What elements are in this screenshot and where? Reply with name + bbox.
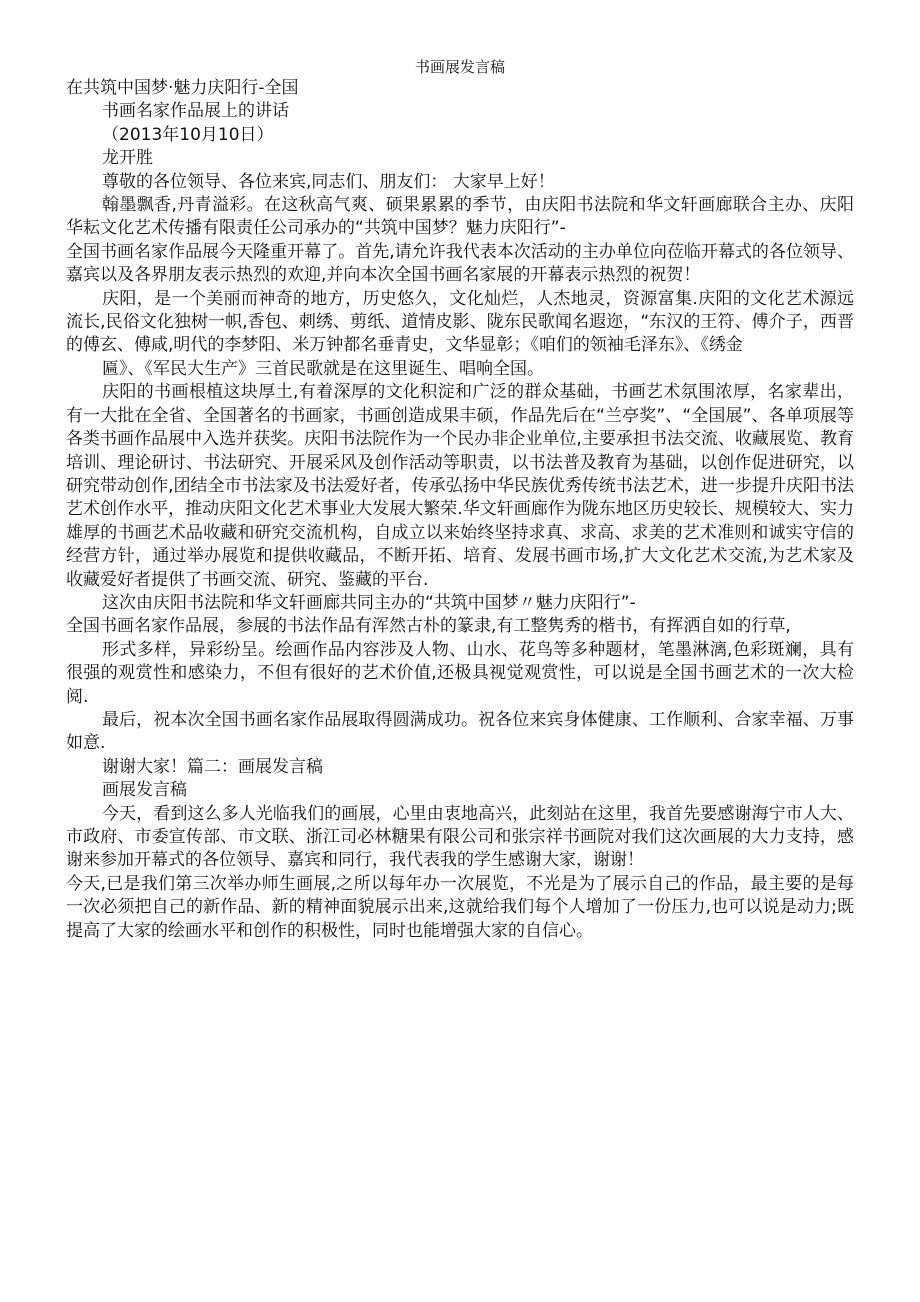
paragraph: 全国书画名家作品展今天隆重开幕了。首先,请允许我代表本次活动的主办单位向莅临开幕式的各位领导、嘉宾以及各界朋友表示热烈的欢迎,并向本次全国书画名家展的开幕表示热烈的祝贺！ — [66, 241, 854, 286]
paragraph: 形式多样，异彩纷呈。绘画作品内容涉及人物、山水、花鸟等多种题材，笔墨淋漓,色彩斑斓，具有很强的观赏性和感染力，不但有很好的艺术价值,还极具视觉观赏性，可以说是全国书画艺术的一次大检阅. — [66, 639, 854, 707]
paragraph: 尊敬的各位领导、各位来宾,同志们、朋友们： 大家早上好！ — [102, 171, 555, 192]
document-body — [66, 77, 854, 943]
paragraph: 谢谢大家！篇二：画展发言稿 — [102, 756, 323, 777]
paragraph: 全国书画名家作品展，参展的书法作品有浑然古朴的篆隶,有工整隽秀的楷书，有挥洒自如的行草, — [66, 616, 791, 637]
paragraph: 今天，看到这么多人光临我们的画展，心里由衷地高兴，此刻站在这里，我首先要感谢海宁市人大、市政府、市委宣传部、市文联、浙江司必林糖果有限公司和张宗祥书画院对我们这次画展的大力支持，感谢来参加开幕式的各位领导、嘉宾和同行，我代表我的学生感谢大家，谢谢！ — [66, 803, 854, 871]
paragraph: （2013年10月10日） — [102, 124, 274, 145]
paragraph: 书画名家作品展上的讲话 — [102, 101, 289, 122]
paragraph: 最后，祝本次全国书画名家作品展取得圆满成功。祝各位来宾身体健康、工作顺利、合家幸福、万事如意. — [66, 709, 854, 754]
paragraph: 这次由庆阳书法院和华文轩画廊共同主办的“共筑中国梦〃魅力庆阳行”- — [102, 592, 636, 613]
paragraph: 今天,已是我们第三次举办师生画展,之所以每年办一次展览，不光是为了展示自己的作品，最主要的是每一次必须把自己的新作品、新的精神面貌展示出来,这就给我们每个人增加了一份压力,也可以说是动力;既提高了大家的绘画水平和创作的积极性，同时也能增强大家的自信心。 — [66, 873, 854, 941]
paragraph: 龙开胜 — [102, 148, 153, 169]
paragraph: 庆阳，是一个美丽而神奇的地方，历史悠久，文化灿烂，人杰地灵，资源富集.庆阳的文化艺术源远流长,民俗文化独树一帜,香包、刺绣、剪纸、道情皮影、陇东民歌闻名遐迩，“东汉的王符、傅介子，西晋的傅玄、傅咸,明代的李梦阳、米万钟都名垂青史，文华显彰；《咱们的领袖毛泽东》、《绣金 — [66, 288, 854, 356]
paragraph: 翰墨飘香,丹青溢彩。在这秋高气爽、硕果累累的季节，由庆阳书法院和华文轩画廊联合主办、庆阳华耘文化艺术传播有限责任公司承办的“共筑中国梦？魅力庆阳行”- — [66, 195, 854, 239]
paragraph: 画展发言稿 — [102, 780, 187, 801]
paragraph: 庆阳的书画根植这块厚土,有着深厚的文化积淀和广泛的群众基础，书画艺术氛围浓厚，名家辈出，有一大批在全省、全国著名的书画家，书画创造成果丰硕，作品先后在“兰亭奖”、“全国展”、各单项展等各类书画作品展中入选并获奖。庆阳书法院作为一个民办非企业单位,主要承担书法交流、收藏展览、教育培训、理论研讨、书法研究、开展采风及创作活动等职责，以书法普及教育为基础，以创作促进研究，以研究带动创作,团结全市书法家及书法爱好者，传承弘扬中华民族优秀传统书法艺术，进一步提升庆阳书法艺术创作水平，推动庆阳文化艺术事业大发展大繁荣.华文轩画廊作为陇东地区历史较长、规模较大、实力雄厚的书画艺术品收藏和研究交流机构，自成立以来始终坚持求真、求高、求美的艺术准则和诚实守信的经营方针，通过举办展览和提供收藏品，不断开拓、培育、发展书画市场,扩大文化艺术交流,为艺术家及收藏爱好者提供了书画交流、研究、鉴藏的平台. — [66, 382, 854, 590]
paragraph: 在共筑中国梦·魅力庆阳行-全国 — [66, 78, 299, 98]
paragraph: 匾》、《军民大生产》三首民歌就是在这里诞生、唱响全国。 — [102, 358, 544, 379]
document-title: 书画展发言稿 — [414, 58, 505, 76]
